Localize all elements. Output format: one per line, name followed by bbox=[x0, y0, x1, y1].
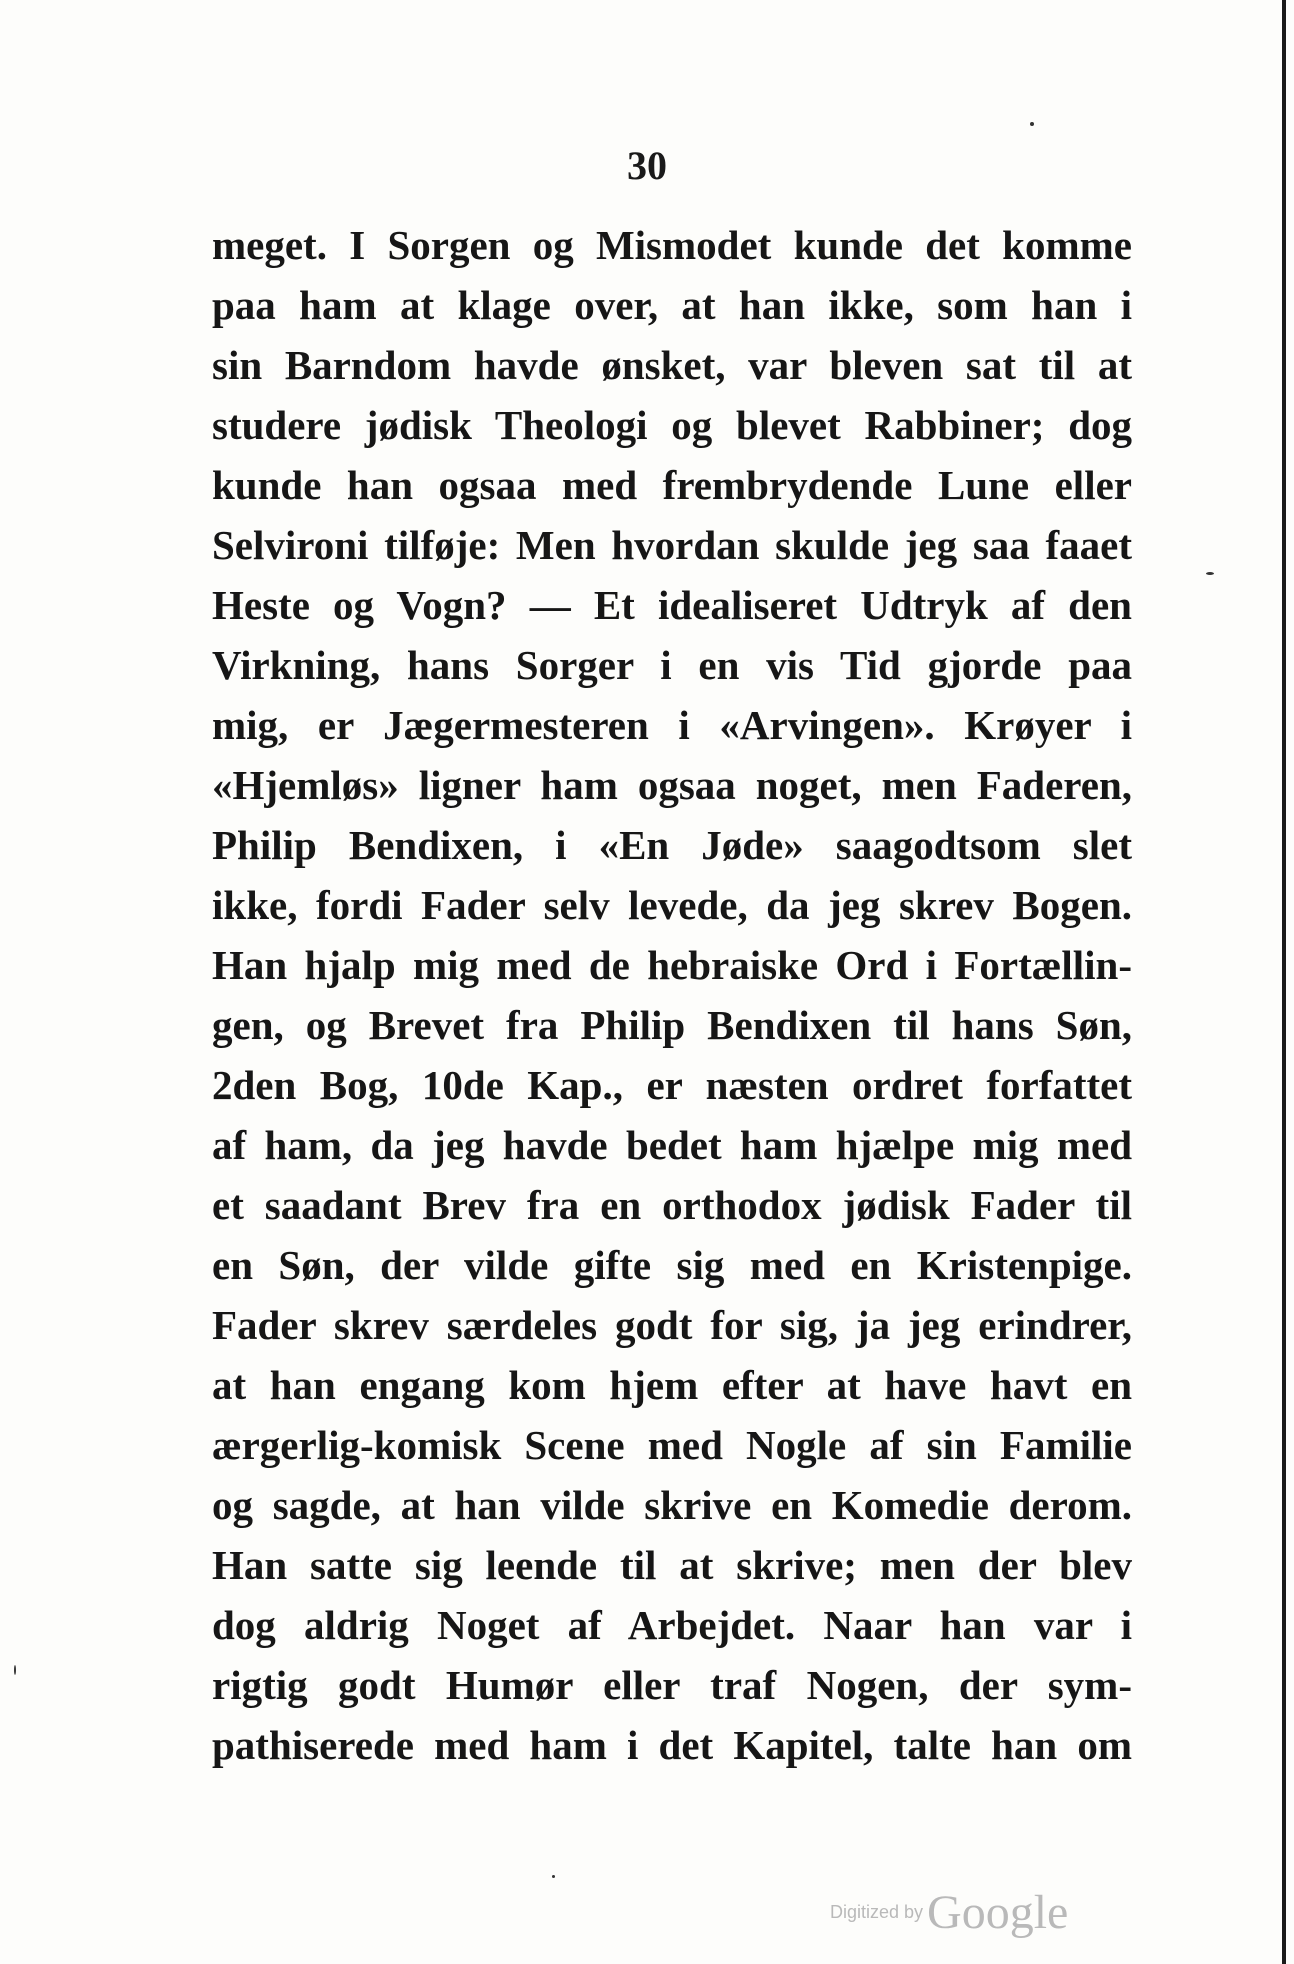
text-line: af ham, da jeg havde bedet ham hjælpe mig med bbox=[212, 1122, 1132, 1168]
text-line: og sagde, at han vilde skrive en Komedie derom. bbox=[212, 1482, 1132, 1528]
text-line: Philip Bendixen, i «En Jøde» saagodtsom slet bbox=[212, 822, 1132, 868]
text-line: mig, er Jægermesteren i «Arvingen». Krøyer i bbox=[212, 702, 1132, 748]
text-line: at han engang kom hjem efter at have havt en bbox=[212, 1362, 1132, 1408]
text-line: gen, og Brevet fra Philip Bendixen til hans Søn, bbox=[212, 1002, 1132, 1048]
text-line: ærgerlig-komisk Scene med Nogle af sin Familie bbox=[212, 1422, 1132, 1468]
scan-speck bbox=[552, 1875, 555, 1878]
text-line: 2den Bog, 10de Kap., er næsten ordret forfattet bbox=[212, 1062, 1132, 1108]
text-line: Heste og Vogn? — Et idealiseret Udtryk af den bbox=[212, 582, 1132, 628]
text-line: dog aldrig Noget af Arbejdet. Naar han var i bbox=[212, 1602, 1132, 1648]
text-line: Selvironi tilføje: Men hvordan skulde jeg saa faaet bbox=[212, 522, 1132, 568]
text-line: studere jødisk Theologi og blevet Rabbiner; dog bbox=[212, 402, 1132, 448]
body-text bbox=[212, 215, 1132, 1775]
text-line: ikke, fordi Fader selv levede, da jeg skrev Bogen. bbox=[212, 882, 1132, 928]
text-line: meget. I Sorgen og Mismodet kunde det komme bbox=[212, 222, 1132, 268]
text-line: kunde han ogsaa med frembrydende Lune eller bbox=[212, 462, 1132, 508]
text-line: en Søn, der vilde gifte sig med en Kristenpige. bbox=[212, 1242, 1132, 1288]
text-line: Virkning, hans Sorger i en vis Tid gjorde paa bbox=[212, 642, 1132, 688]
scan-speck bbox=[1206, 572, 1214, 575]
text-line: Han satte sig leende til at skrive; men der blev bbox=[212, 1542, 1132, 1588]
text-line: sin Barndom havde ønsket, var bleven sat til at bbox=[212, 342, 1132, 388]
page-edge-shadow bbox=[1282, 0, 1286, 1964]
text-line: et saadant Brev fra en orthodox jødisk Fader til bbox=[212, 1182, 1132, 1228]
digitization-watermark bbox=[830, 1885, 1068, 1940]
text-line: pathiserede med ham i det Kapitel, talte han om bbox=[212, 1722, 1132, 1768]
text-line: «Hjemløs» ligner ham ogsaa noget, men Faderen, bbox=[212, 762, 1132, 808]
page-number: 30 bbox=[627, 143, 667, 188]
scan-speck bbox=[14, 1665, 16, 1675]
watermark-prefix: Digitized by bbox=[830, 1902, 924, 1922]
text-line: Han hjalp mig med de hebraiske Ord i Fortællin- bbox=[212, 942, 1132, 988]
scan-speck bbox=[1030, 122, 1034, 126]
text-line: Fader skrev særdeles godt for sig, ja jeg erindrer, bbox=[212, 1302, 1132, 1348]
watermark-brand: Google bbox=[927, 1886, 1069, 1939]
text-line: rigtig godt Humør eller traf Nogen, der sym- bbox=[212, 1662, 1132, 1708]
text-line: paa ham at klage over, at han ikke, som han i bbox=[212, 282, 1132, 328]
